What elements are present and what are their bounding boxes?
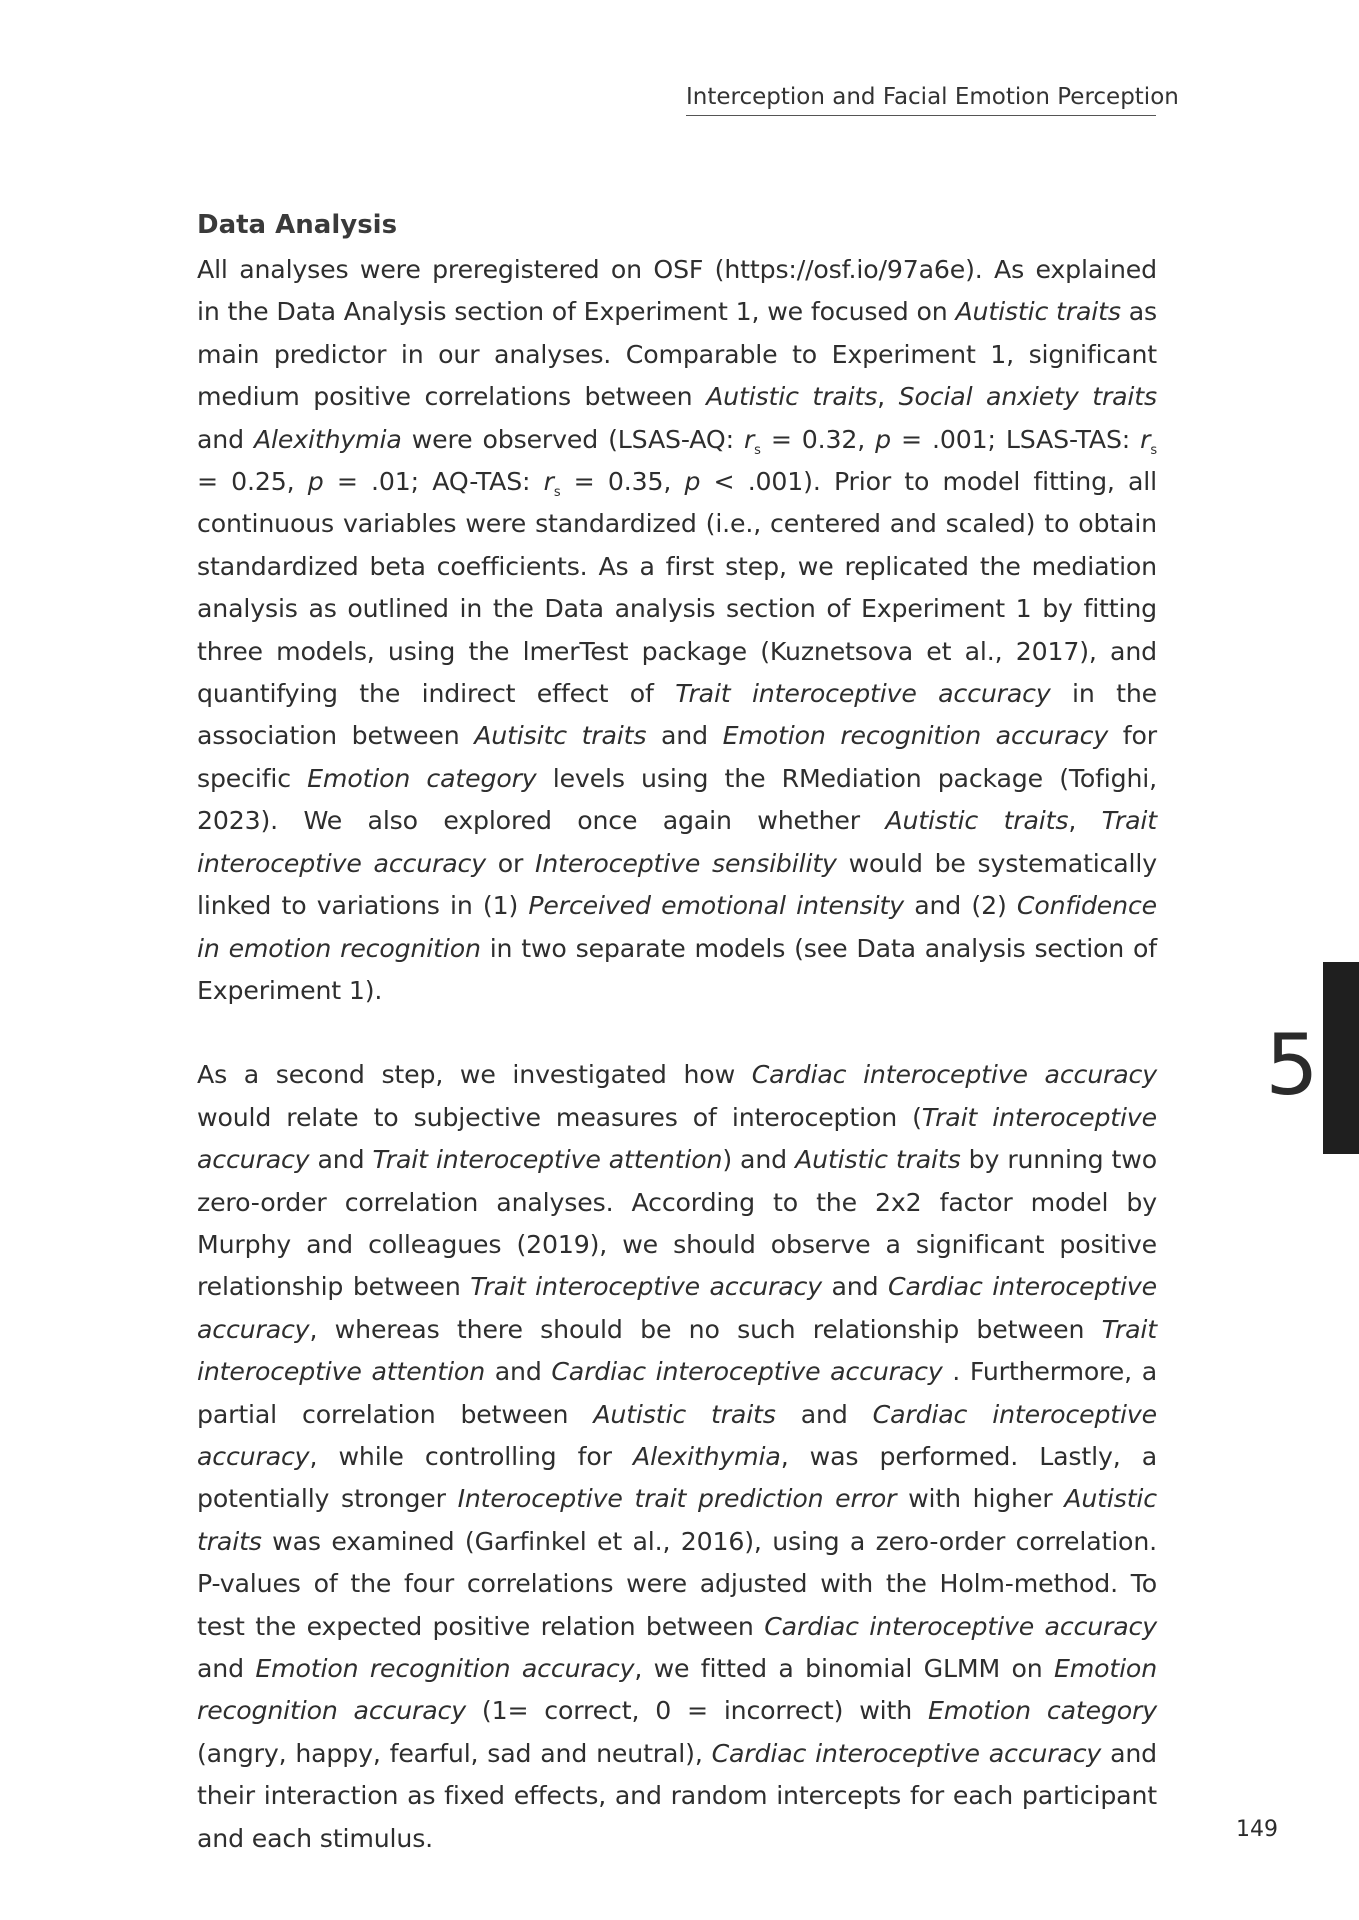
text-run: and their interaction as fixed effects, and random intercepts for each participant and each stimulus. <box>197 1738 1158 1853</box>
italic-run: Cardiac interoceptive accuracy <box>764 1611 1157 1641</box>
text-run: , <box>1068 806 1102 836</box>
italic-run: Autistic traits <box>593 1399 776 1429</box>
running-header <box>686 82 1179 116</box>
italic-run: Interoceptive trait prediction error <box>457 1484 897 1514</box>
italic-run: r <box>1140 424 1151 454</box>
italic-run: r <box>743 424 755 454</box>
italic-run: Emotion recognition accuracy <box>255 1654 635 1683</box>
text-run: and (2) <box>903 891 1017 921</box>
italic-run: Emotion recognition accuracy <box>722 721 1109 751</box>
page-number: 149 <box>1236 1817 1278 1842</box>
text-run: in the association between <box>197 679 1157 751</box>
italic-run: Cardiac interoceptive accuracy <box>711 1738 1102 1768</box>
italic-run: Cardiac interoceptive accuracy <box>551 1357 943 1387</box>
italic-run: Perceived emotional intensity <box>528 891 904 921</box>
italic-run: Autisitc traits <box>474 721 647 751</box>
italic-run: Trait interoceptive accuracy <box>470 1272 822 1302</box>
italic-run: Emotion category <box>307 763 537 793</box>
italic-run: Trait interoceptive accuracy <box>197 806 1157 878</box>
italic-run: p <box>875 424 892 454</box>
text-run: or <box>485 848 536 878</box>
text-run: as main predictor in our analyses. Comparable to Experiment 1, significant medium positive correlations between <box>197 297 1157 412</box>
italic-run: Emotion recognition accuracy <box>197 1654 1158 1726</box>
subscript-run: s <box>754 442 761 458</box>
italic-run: Cardiac interoceptive accuracy <box>751 1060 1157 1090</box>
italic-run: p <box>684 467 701 497</box>
text-run: = .01; AQ-TAS: <box>323 467 544 497</box>
italic-run: Autistic traits <box>885 806 1069 836</box>
italic-run: Trait interoceptive attention <box>372 1145 723 1175</box>
text-run: was examined (Garfinkel et al., 2016), using a zero-order correlation. P-values of the four correlations were adjusted with the Holm-method. To test the expected positive relation between <box>197 1526 1157 1641</box>
text-run: by running two zero-order correlation analyses. According to the 2x2 factor model by Murphy and colleagues (2019), we should observe a significant positive relationship between <box>197 1145 1157 1302</box>
text-run: for specific <box>197 721 1157 793</box>
chapter-number: 5 <box>1265 1016 1319 1114</box>
text-run: < .001). Prior to model fitting, all continuous variables were standardized (i.e., centered and scaled) to obtain standardized beta coefficients. As a first step, we replicated the mediation analysis as outlined in the Data analysis section of Experiment 1 by fitting three models, using the lmerTest package (Kuznetsova et al., 2017), and quantifying the indirect effect of <box>197 467 1157 709</box>
text-run: ) and <box>722 1145 796 1175</box>
text-run: All analyses were preregistered on OSF (https://osf.io/97a6e). As explained in the Data Analysis section of Experiment 1, we focused on <box>197 255 1157 327</box>
text-run: = .001; LSAS-TAS: <box>891 424 1141 454</box>
text-run: and <box>485 1357 552 1387</box>
text-run: and <box>197 424 254 454</box>
italic-run: Interoceptive sensibility <box>535 848 837 878</box>
text-run: and <box>197 1654 256 1683</box>
italic-run: Trait interoceptive accuracy <box>197 1102 1157 1175</box>
text-run: , whereas there should be no such relationship between <box>309 1314 1102 1344</box>
italic-run: Autistic traits <box>706 382 878 412</box>
italic-run: Trait interoceptive accuracy <box>675 679 1051 709</box>
main-content <box>197 205 1157 1860</box>
text-run: were observed (LSAS-AQ: <box>401 424 744 454</box>
text-run: . Furthermore, a partial correlation between <box>197 1357 1157 1429</box>
text-run: in two separate models (see Data analysis section of Experiment 1). <box>197 933 1158 1005</box>
text-run: (1= correct, 0 = incorrect) with <box>466 1696 928 1726</box>
text-run: would relate to subjective measures of interoception ( <box>197 1102 922 1132</box>
text-run: , was performed. Lastly, a potentially stronger <box>197 1441 1157 1514</box>
text-run: , we fitted a binomial GLMM on <box>634 1654 1054 1683</box>
subscript-run: s <box>1150 442 1157 458</box>
text-run: (angry, happy, fearful, sad and neutral), <box>197 1738 712 1768</box>
section-heading: Data Analysis <box>197 210 398 240</box>
text-run: , while controlling for <box>309 1441 633 1471</box>
text-run: and <box>309 1145 373 1175</box>
text-run: would be systematically linked to variations in (1) <box>197 848 1157 921</box>
italic-run: Cardiac interoceptive accuracy <box>197 1272 1157 1344</box>
chapter-tab <box>1323 962 1359 1154</box>
text-run: and <box>821 1272 889 1302</box>
paragraph-1 <box>197 249 1157 1012</box>
italic-run: Cardiac interoceptive accuracy <box>197 1399 1157 1471</box>
text-run: levels using the RMediation package (Tofighi, 2023). We also explored once again whether <box>197 763 1158 836</box>
italic-run: r <box>543 467 554 497</box>
text-run: and <box>775 1399 873 1429</box>
text-run: and <box>646 721 723 751</box>
italic-run: Autistic traits <box>955 297 1121 327</box>
text-run: = 0.35, <box>560 467 685 497</box>
paragraph-2 <box>197 1054 1157 1860</box>
italic-run: Alexithymia <box>253 424 402 454</box>
subscript-run: s <box>553 485 561 501</box>
italic-run: Autistic traits <box>197 1484 1157 1556</box>
text-run: = 0.32, <box>760 424 876 454</box>
running-title: Interception and Facial Emotion Perception <box>686 84 1179 110</box>
italic-run: Autistic traits <box>795 1145 961 1175</box>
italic-run: p <box>307 467 324 497</box>
text-run: As a second step, we investigated how <box>197 1060 752 1090</box>
italic-run: Alexithymia <box>632 1441 781 1471</box>
italic-run: Confidence in emotion recognition <box>197 891 1158 963</box>
italic-run: Trait interoceptive attention <box>197 1314 1157 1387</box>
text-run: with higher <box>896 1484 1065 1514</box>
italic-run: Social anxiety traits <box>898 382 1157 412</box>
text-run: = 0.25, <box>197 467 308 497</box>
text-run: , <box>877 382 899 412</box>
italic-run: Emotion category <box>927 1696 1158 1726</box>
